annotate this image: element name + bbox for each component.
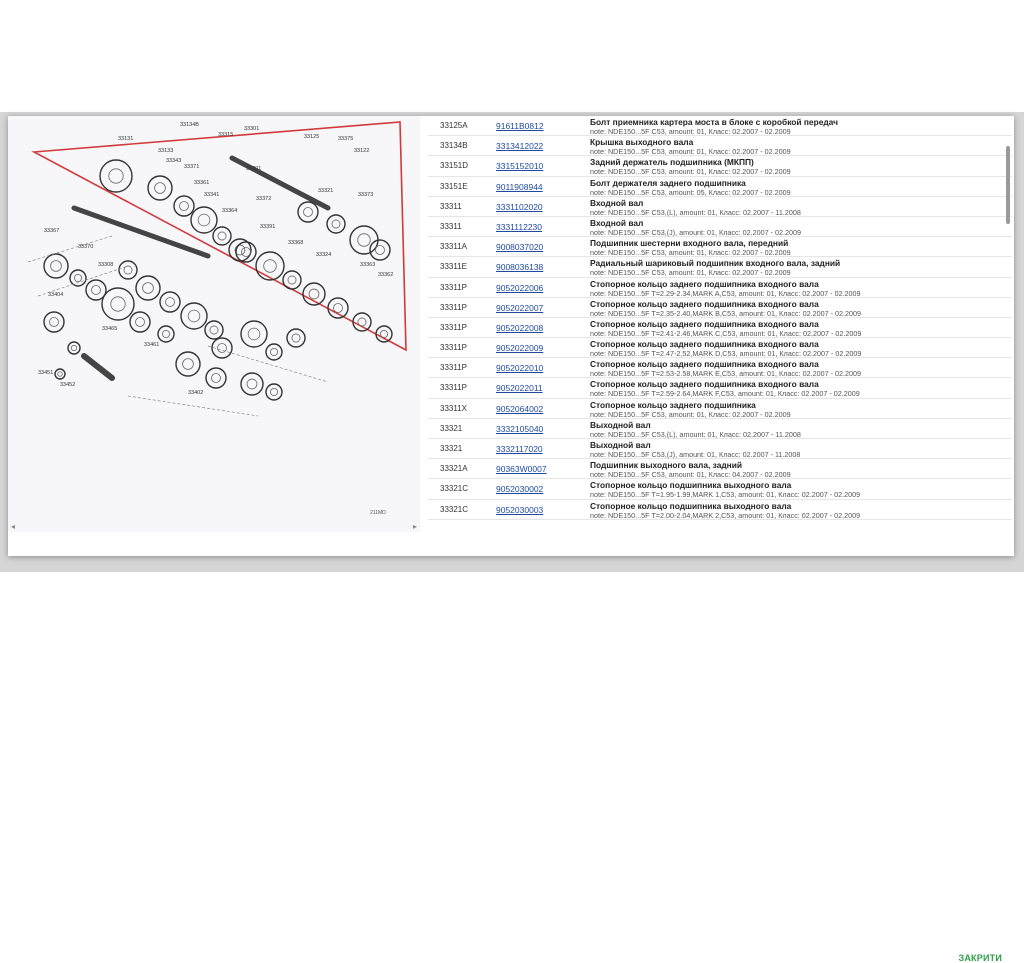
part-number-link[interactable]: 9052022008 [496, 322, 544, 333]
part-position: 33321C [440, 484, 469, 494]
part-row[interactable] [428, 479, 1012, 499]
part-row[interactable] [428, 378, 1012, 398]
part-row[interactable] [428, 156, 1012, 176]
gear-part [55, 369, 65, 379]
gear-part [70, 270, 86, 286]
gear-hub [183, 359, 194, 370]
diagram-part-label: 33461 [144, 342, 160, 348]
part-number-link[interactable]: 9008037020 [496, 242, 544, 253]
gear-hub [166, 298, 175, 307]
part-position: 33311A [440, 242, 467, 252]
gear-hub [270, 348, 277, 355]
part-note: note: NDE150...5F C53,(L), amount: 01, Класс: 02.2007 - 11.2008 [590, 429, 801, 439]
part-note: note: NDE150...5F C53, amount: 01, Класс: 02.2007 - 02.2009 [590, 167, 791, 177]
part-row[interactable] [428, 217, 1012, 237]
part-note: note: NDE150...5F C53,(J), amount: 01, Класс: 02.2007 - 02.2009 [590, 227, 801, 237]
diagram-part-label: 33404 [48, 292, 64, 298]
gear-part [181, 303, 207, 329]
part-note: note: NDE150...5F T=2.47-2.52,MARK D,C53, amount: 01, Класс: 02.2007 - 02.2009 [590, 349, 862, 359]
part-row[interactable] [428, 298, 1012, 318]
part-title: Выходной вал [590, 419, 651, 430]
diagram-part-label: 33133 [158, 148, 174, 154]
gear-part [256, 252, 284, 280]
diagram-part-label: 33371 [184, 164, 200, 170]
part-number-link[interactable]: 3332117020 [496, 444, 543, 454]
part-note: note: NDE150...5F C53, amount: 05, Класс: 02.2007 - 02.2009 [590, 187, 791, 197]
part-title: Стопорное кольцо заднего подшипника входного вала [590, 359, 819, 370]
parts-dialog [8, 116, 1014, 963]
gear-part [287, 329, 305, 347]
part-position: 33125A [440, 121, 468, 130]
part-number-link[interactable]: 3313412022 [496, 141, 544, 152]
part-position: 33311P [440, 322, 467, 332]
part-title: Болт приемника картера моста в блоке с коробкой передач [590, 117, 838, 127]
gear-part [350, 226, 378, 254]
parts-list [428, 116, 1012, 526]
part-number-link[interactable]: 3315152010 [496, 161, 544, 172]
diagram-part-label: 33362 [378, 272, 394, 278]
gear-hub [136, 318, 145, 327]
gear-hub [270, 388, 277, 395]
gear-hub [358, 318, 366, 326]
part-row[interactable] [428, 358, 1012, 378]
diagram-part-label: 33125 [304, 134, 320, 140]
gear-hub [242, 248, 251, 257]
diagram-part-label: 33308 [98, 262, 114, 268]
diagram-part-label: 33301 [246, 166, 262, 172]
diagram-part-label: 33361 [194, 180, 210, 186]
assembly-guide [28, 236, 112, 262]
part-number-link[interactable]: 9052022006 [496, 282, 544, 293]
part-title: Стопорное кольцо заднего подшипника входного вала [590, 318, 819, 329]
part-title: Входной вал [590, 197, 644, 208]
part-number-link[interactable]: 9052064002 [496, 403, 544, 414]
part-position: 33311 [440, 201, 462, 211]
part-position: 33134B [440, 141, 468, 151]
part-position: 33321A [440, 464, 468, 474]
gear-hub [180, 202, 189, 211]
part-position: 33321 [440, 423, 463, 433]
part-note: note: NDE150...5F T=2.35-2.40,MARK B,C53, amount: 01, Класс: 02.2007 - 02.2009 [590, 308, 861, 318]
part-title: Стопорное кольцо заднего подшипника входного вала [590, 379, 819, 390]
part-number-link[interactable]: 9052030003 [496, 504, 544, 515]
gear-hub [376, 246, 385, 255]
part-row[interactable] [428, 419, 1012, 439]
gear-hub [155, 183, 166, 194]
diagram-part-label: 33370 [78, 244, 94, 250]
gear-part [213, 227, 231, 245]
diagram-part-label: 33367 [44, 228, 60, 234]
gear-part [100, 160, 132, 192]
part-row[interactable] [428, 439, 1012, 459]
gear-hub [358, 234, 371, 247]
part-row[interactable] [428, 116, 1012, 136]
diagram-part-label: 33368 [288, 240, 304, 246]
gear-hub [212, 374, 221, 383]
part-note: note: NDE150...5F T=2.53-2.58,MARK E,C53, amount: 01, Класс: 02.2007 - 02.2009 [590, 369, 861, 379]
gear-part [205, 321, 223, 339]
gear-hub [210, 326, 218, 334]
gear-part [44, 312, 64, 332]
part-position: 33311P [440, 282, 467, 292]
part-title: Стопорное кольцо заднего подшипника входного вала [590, 278, 819, 289]
diagram-horizontal-scrollbar[interactable] [8, 520, 420, 532]
close-button[interactable]: ЗАКРИТИ [958, 953, 1002, 963]
part-title: Радиальный шариковый подшипник входного вала, задний [590, 258, 841, 269]
part-note: note: NDE150...5F T=2.59-2.64,MARK F,C53, amount: 01, Класс: 02.2007 - 02.2009 [590, 389, 860, 399]
gear-part [298, 202, 318, 222]
gear-part [148, 176, 172, 200]
gear-part [160, 292, 180, 312]
part-position: 33311E [440, 262, 467, 272]
gear-hub [51, 261, 62, 272]
gear-hub [334, 304, 343, 313]
gear-hub [92, 286, 101, 295]
part-title: Стопорное кольцо заднего подшипника входного вала [590, 339, 819, 350]
diagram-part-label: 33315 [218, 132, 234, 138]
diagram-part-label: 33301 [244, 126, 260, 132]
gear-part [174, 196, 194, 216]
scroll-right-arrow-icon[interactable]: ▸ [412, 521, 417, 531]
part-note: note: NDE150...5F C53,(J), amount: 01, Класс: 02.2007 - 11.2008 [590, 450, 801, 459]
part-note: note: NDE150...5F C53, amount: 01, Класс: 02.2007 - 02.2009 [590, 147, 791, 157]
gear-part [206, 368, 226, 388]
gear-hub [198, 214, 210, 226]
counter-shaft [84, 356, 112, 378]
gear-hub [309, 289, 319, 299]
part-row[interactable] [428, 136, 1012, 156]
diagram-part-label: 33452 [60, 382, 76, 388]
part-number-link[interactable]: 91611B0812 [496, 121, 544, 131]
gear-hub [50, 318, 59, 327]
gear-hub [218, 232, 226, 240]
part-position: 33311X [440, 403, 467, 413]
part-row[interactable] [428, 257, 1012, 277]
part-number-link[interactable]: 3332105040 [496, 423, 544, 434]
gear-part [68, 342, 80, 354]
part-title: Выходной вал [590, 440, 651, 450]
part-row[interactable] [428, 237, 1012, 257]
diagram-part-label: 33341 [204, 192, 220, 198]
assembly-guide [128, 396, 258, 416]
part-number-link[interactable]: 9052022010 [496, 363, 544, 374]
gear-part [102, 288, 134, 320]
part-row[interactable] [428, 197, 1012, 217]
part-row[interactable] [428, 278, 1012, 298]
exploded-diagram[interactable] [8, 116, 420, 534]
parts-list-scrollbar[interactable] [1006, 146, 1010, 224]
part-number-link[interactable]: 9052022007 [496, 302, 544, 313]
part-note: note: NDE150...5F T=1.95-1.99,MARK 1,C53, amount: 01, Класс: 02.2007 - 02.2009 [590, 490, 861, 500]
diagram-part-label: 33391 [260, 224, 276, 230]
diagram-part-label: 33122 [354, 148, 370, 154]
gear-part [176, 352, 200, 376]
part-row[interactable] [428, 338, 1012, 358]
dialog-footer [8, 532, 1014, 963]
gear-hub [304, 208, 313, 217]
part-number-link[interactable]: 9052030002 [496, 484, 544, 495]
part-title: Подшипник выходного вала, задний [590, 460, 743, 471]
gear-part [266, 384, 282, 400]
diagram-part-label: 33375 [338, 136, 354, 142]
gear-part [283, 271, 301, 289]
part-row[interactable] [428, 399, 1012, 419]
gear-hub [247, 379, 257, 389]
part-title: Крышка выходного вала [590, 137, 694, 148]
part-title: Стопорное кольцо заднего подшипника [590, 399, 756, 410]
gear-part [328, 298, 348, 318]
gear-hub [188, 310, 200, 322]
part-note: note: NDE150...5F T=2.00-2.04,MARK 2,C53, amount: 01, Класс: 02.2007 - 02.2009 [590, 510, 861, 520]
part-row[interactable] [428, 177, 1012, 197]
part-position: 33311P [440, 343, 467, 353]
gear-part [136, 276, 160, 300]
gear-part [376, 326, 392, 342]
diagram-part-label: 33134B [180, 122, 199, 128]
gear-part [191, 207, 217, 233]
part-title: Стопорное кольцо подшипника выходного вала [590, 480, 792, 491]
gear-hub [143, 283, 154, 294]
gear-hub [109, 169, 123, 183]
gear-hub [162, 330, 169, 337]
gear-hub [288, 276, 296, 284]
gear-part [266, 344, 282, 360]
part-note: note: NDE150...5F C53, amount: 01, Класс: 02.2007 - 02.2009 [590, 248, 791, 258]
part-title: Входной вал [590, 217, 644, 228]
part-number-link[interactable]: 90363W0007 [496, 464, 547, 475]
part-title: Стопорное кольцо заднего подшипника входного вала [590, 298, 819, 309]
gear-part [119, 261, 137, 279]
diagram-part-label: 33363 [360, 262, 376, 268]
part-number-link[interactable]: 9011908944 [496, 181, 543, 192]
part-note: note: NDE150...5F C53, amount: 01, Класс: 02.2007 - 02.2009 [590, 409, 791, 419]
part-title: Подшипник шестерни входного вала, передний [590, 238, 789, 249]
part-note: note: NDE150...5F C53,(L), amount: 01, Класс: 02.2007 - 11.2008 [590, 207, 801, 217]
part-note: note: NDE150...5F C53, amount: 01, Класс: 04.2007 - 02.2009 [590, 470, 791, 480]
part-title: Задний держатель подшипника (МКПП) [590, 157, 754, 168]
gear-part [353, 313, 371, 331]
part-title: Стопорное кольцо подшипника выходного вала [590, 500, 792, 511]
diagram-part-label: 33364 [222, 208, 238, 214]
gear-part [130, 312, 150, 332]
part-row[interactable] [428, 318, 1012, 338]
part-row[interactable] [428, 500, 1012, 520]
part-note: note: NDE150...5F T=2.41-2.46,MARK C,C53, amount: 01, Класс: 02.2007 - 02.2009 [590, 328, 862, 338]
diagram-part-label: 33343 [166, 158, 182, 164]
part-position: 33311P [440, 363, 467, 373]
gear-part [327, 215, 345, 233]
gear-hub [248, 328, 260, 340]
diagram-footnote: 211MD [370, 510, 386, 516]
gear-hub [332, 220, 340, 228]
part-number-link[interactable]: 9052022009 [496, 343, 544, 354]
gear-hub [292, 334, 300, 342]
part-position: 33321 [440, 444, 463, 453]
part-note: note: NDE150...5F C53, amount: 01, Класс: 02.2007 - 02.2009 [590, 127, 791, 136]
diagram-part-label: 33321 [318, 188, 334, 194]
diagram-part-label: 33372 [256, 196, 272, 202]
gear-part [241, 321, 267, 347]
gear-part [44, 254, 68, 278]
part-position: 33311P [440, 383, 467, 393]
part-number-link[interactable]: 9052022011 [496, 383, 543, 394]
gear-part [241, 373, 263, 395]
gear-hub [71, 345, 76, 350]
part-number-link[interactable]: 3331102020 [496, 201, 543, 212]
part-number-link[interactable]: 3331112230 [496, 221, 543, 232]
gear-hub [264, 260, 277, 273]
scroll-left-arrow-icon[interactable]: ◂ [11, 521, 16, 531]
part-position: 33321C [440, 504, 469, 514]
part-note: note: NDE150...5F C53, amount: 01, Класс: 02.2007 - 02.2009 [590, 268, 791, 278]
diagram-part-label: 33465 [102, 326, 118, 332]
gear-hub [111, 297, 125, 311]
part-position: 33151E [440, 181, 468, 191]
part-position: 33311 [440, 221, 462, 231]
gear-part [158, 326, 174, 342]
part-title: Болт держателя заднего подшипника [590, 177, 746, 188]
gear-hub [380, 330, 387, 337]
diagram-part-label: 33451 [38, 370, 54, 376]
diagram-part-label: 33373 [358, 192, 374, 198]
part-row[interactable] [428, 459, 1012, 479]
diagram-part-label: 33324 [316, 252, 332, 258]
diagram-drawing[interactable] [8, 116, 420, 520]
gear-hub [58, 372, 63, 377]
part-position: 33151D [440, 161, 469, 171]
part-note: note: NDE150...5F T=2.29-2.34,MARK A,C53, amount: 01, Класс: 02.2007 - 02.2009 [590, 288, 861, 298]
part-number-link[interactable]: 9008036138 [496, 262, 544, 273]
diagram-part-label: 33131 [118, 136, 134, 142]
diagram-part-label: 33402 [188, 390, 204, 396]
gear-hub [74, 274, 81, 281]
part-position: 33311P [440, 302, 467, 312]
